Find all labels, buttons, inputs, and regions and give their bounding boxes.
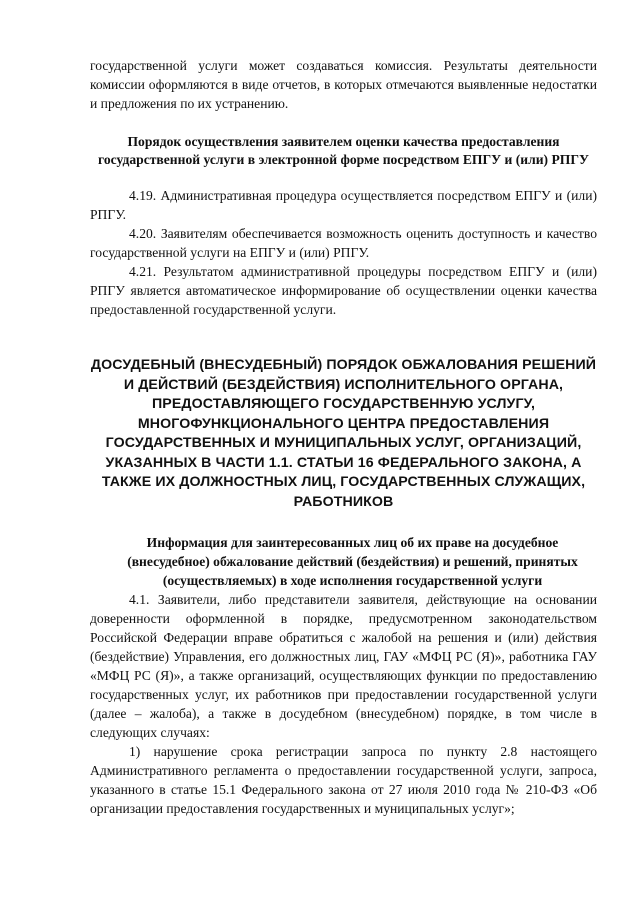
heading-appeal-info: Информация для заинтересованных лиц об их праве на досудебное (внесудебное) обжалование действий (бездействия) и решений, принятых (осуществляемых) в ходе исполнения государственной услуги	[127, 535, 578, 588]
intro-paragraph: государственной услуги может создаваться комиссия. Результаты деятельности комиссии оформляются в виде отчетов, в которых отмечаются выявленные недостатки и предложения по их устранению.	[90, 58, 597, 111]
paragraph-4-1: 4.1. Заявители, либо представители заявителя, действующие на основании доверенности оформленной в порядке, предусмотренном законодательством Российской Федерации вправе обратиться с жалобой на решения и (или) действия (бездействие) Управления, его должностных лиц, ГАУ «МФЦ РС (Я)», работника ГАУ «МФЦ РС (Я)», а также организаций, осуществляющих функции по предоставлению государственных услуг, их работников при предоставлении государственной услуги (далее – жалоба), а также в досудебном (внесудебном) порядке, в том числе в следующих случаях:	[90, 592, 597, 740]
paragraph-4-20: 4.20. Заявителям обеспечивается возможность оценить доступность и качество государственной услуги на ЕПГУ и (или) РПГУ.	[90, 226, 597, 260]
document-page	[90, 56, 597, 818]
list-item-1: 1) нарушение срока регистрации запроса по пункту 2.8 настоящего Административного регламента о предоставлении государственной услуги, запроса, указанного в статье 15.1 Федерального закона от 27 июля 2010 года № 210-ФЗ «Об организации предоставления государственных и муниципальных услуг»;	[90, 744, 597, 816]
paragraph-4-21: 4.21. Результатом административной процедуры посредством ЕПГУ и (или) РПГУ является автоматическое информирование об осуществлении оценки качества предоставленной государственной услуги.	[90, 264, 597, 317]
section-title: ДОСУДЕБНЫЙ (ВНЕСУДЕБНЫЙ) ПОРЯДОК ОБЖАЛОВАНИЯ РЕШЕНИЙ И ДЕЙСТВИЙ (БЕЗДЕЙСТВИЯ) ИСПОЛНИТЕЛЬНОГО ОРГАНА, ПРЕДОСТАВЛЯЮЩЕГО ГОСУДАРСТВЕННУЮ УСЛУГУ, МНОГОФУНКЦИОНАЛЬНОГО ЦЕНТРА ПРЕДОСТАВЛЕНИЯ ГОСУДАРСТВЕННЫХ И МУНИЦИПАЛЬНЫХ УСЛУГ, ОРГАНИЗАЦИЙ, УКАЗАННЫХ В ЧАСТИ 1.1. СТАТЬИ 16 ФЕДЕРАЛЬНОГО ЗАКОНА, А ТАКЖЕ ИХ ДОЛЖНОСТНЫХ ЛИЦ, ГОСУДАРСТВЕННЫХ СЛУЖАЩИХ, РАБОТНИКОВ	[90, 357, 597, 510]
paragraph-4-19: 4.19. Административная процедура осуществляется посредством ЕПГУ и (или) РПГУ.	[90, 188, 597, 222]
heading-quality-assessment: Порядок осуществления заявителем оценки качества предоставления государственной услуги в электронной форме посредством ЕПГУ и (или) РПГУ	[98, 134, 589, 167]
